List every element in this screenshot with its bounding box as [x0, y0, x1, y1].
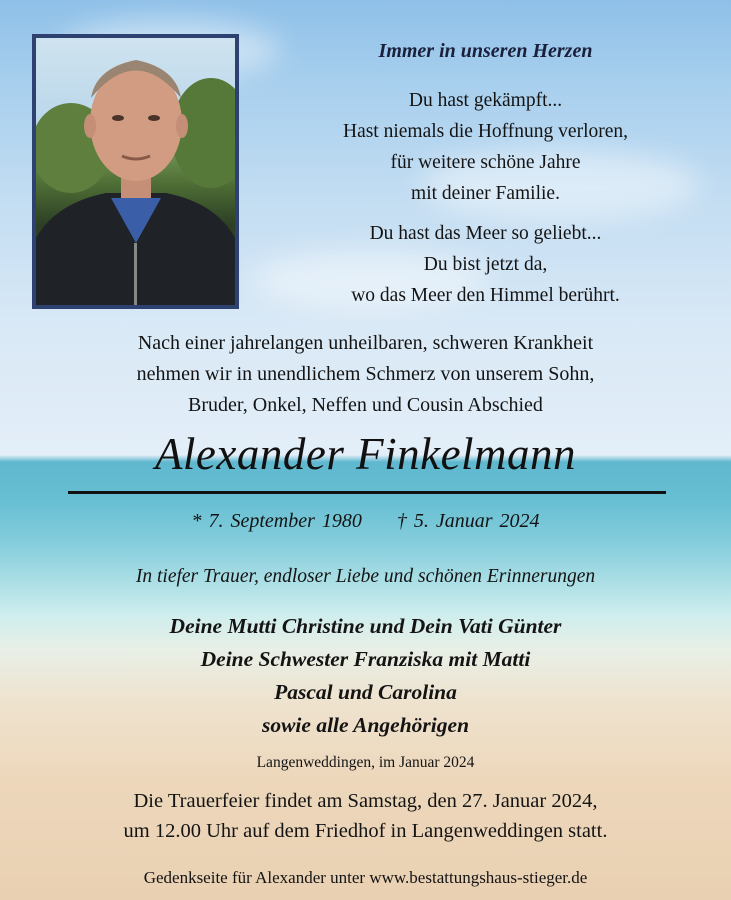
poem-line: für weitere schöne Jahre [390, 152, 581, 173]
family-list [0, 610, 731, 742]
family-line: sowie alle Angehörigen [261, 713, 470, 737]
poem-line: Du hast gekämpft... [408, 90, 563, 111]
poem-line: wo das Meer den Himmel berührt. [351, 285, 620, 306]
family-line: Deine Schwester Franziska mit Matti [200, 647, 531, 671]
death-date: † 5. Januar 2024 [396, 510, 540, 532]
place-date: Langenweddingen, im Januar 2024 [256, 754, 475, 771]
birth-date: * 7. September 1980 [191, 510, 362, 532]
poem-stanza-2 [240, 218, 731, 311]
portrait-photo [32, 34, 239, 309]
ceremony-line: Die Trauerfeier findet am Samstag, den 27. Januar 2024, [133, 790, 598, 812]
notice-line: nehmen wir in unendlichem Schmerz von unserem Sohn, [136, 363, 595, 385]
notice-line: Nach einer jahrelangen unheilbaren, schweren Krankheit [137, 332, 594, 354]
portrait-illustration [36, 38, 235, 305]
family-line: Deine Mutti Christine und Dein Vati Günter [169, 614, 562, 638]
mourning-line: In tiefer Trauer, endloser Liebe und schönen Erinnerungen [135, 566, 596, 587]
deceased-name: Alexander Finkelmann [154, 429, 577, 479]
memorial-page-footer: Gedenkseite für Alexander unter www.bestattungshaus-stieger.de [143, 868, 588, 887]
life-dates [0, 510, 731, 533]
poem-stanza-1 [240, 85, 731, 209]
heading: Immer in unseren Herzen [378, 40, 593, 62]
name-underline [68, 491, 666, 494]
poem-line: Hast niemals die Hoffnung verloren, [342, 121, 629, 142]
poem-line: mit deiner Familie. [411, 183, 560, 204]
notice-line: Bruder, Onkel, Neffen und Cousin Abschied [188, 394, 543, 416]
ceremony-line: um 12.00 Uhr auf dem Friedhof in Langenweddingen statt. [123, 820, 608, 842]
family-line: Pascal und Carolina [274, 680, 457, 704]
poem-line: Du hast das Meer so geliebt... [369, 223, 602, 244]
ceremony-info [0, 786, 731, 846]
poem-line: Du bist jetzt da, [423, 254, 548, 275]
notice-text [0, 328, 731, 421]
